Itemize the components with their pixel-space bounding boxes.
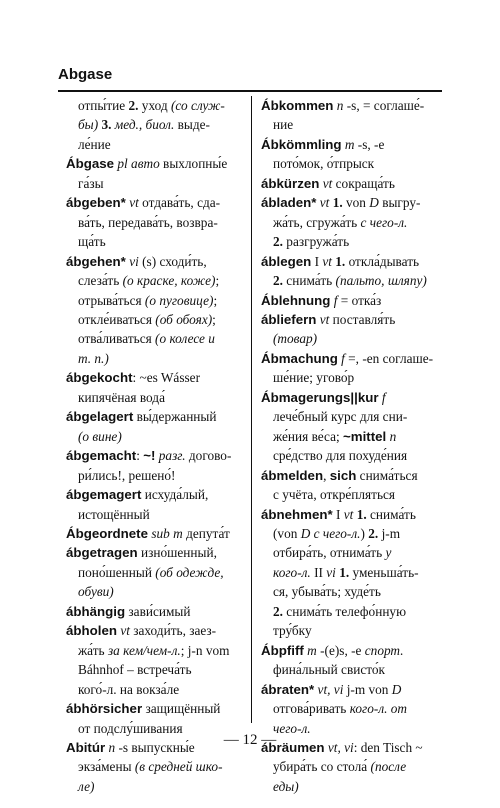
definition-text: (von [273, 525, 301, 541]
grammar-note: (об обоях) [155, 311, 213, 327]
entry-line [261, 505, 446, 524]
entry-line [261, 368, 446, 387]
grammar-note: (об одежде, [155, 564, 224, 580]
entry-line [261, 680, 446, 699]
definition-text: -(e)s, -e [316, 642, 365, 658]
entry-line [261, 291, 446, 310]
definition-text: отва́ливаться [78, 331, 156, 347]
entry-line [261, 446, 446, 465]
grammar-note: мед., биол. [114, 117, 175, 133]
definition-text: ща́ть [78, 234, 106, 250]
grammar-note: еды) [273, 778, 299, 794]
definition-text: откле́иваться [78, 311, 156, 327]
headword: ábgetragen [66, 545, 138, 561]
left-column [66, 96, 251, 796]
definition-text: -s, -e [354, 136, 385, 152]
grammar-note: (в средней шко- [134, 759, 223, 775]
definition-text: снима́ться [356, 467, 418, 483]
definition-text: разгружа́ть [282, 234, 350, 250]
entry-line [66, 777, 251, 796]
entry-line [261, 193, 446, 212]
entry-line [261, 582, 446, 601]
headword: ábgemacht [66, 448, 137, 464]
grammar-note: за кем/чем-л. [107, 642, 181, 658]
grammar-note: f [333, 292, 338, 308]
grammar-note: n [336, 98, 344, 113]
definition-text: выде- [174, 117, 210, 133]
grammar-note: обуви) [78, 584, 114, 600]
grammar-note: vt [322, 175, 333, 191]
headword: ábliefern [261, 311, 317, 327]
running-header: Abgase [58, 66, 113, 83]
definition-text: : den Tisch ~ [353, 739, 423, 755]
definition-text: откла́дывать [345, 253, 420, 269]
definition-text: тру́бку [273, 623, 312, 639]
headword: Ábmagerungs||kur [261, 389, 379, 405]
entry-line [66, 543, 251, 562]
entry-line [66, 310, 251, 329]
definition-text: ; [215, 273, 220, 289]
headword: ábkürzen [261, 175, 320, 191]
headword: ~! [143, 448, 156, 464]
entry-line [66, 174, 251, 193]
grammar-note: (о краске, коже) [122, 273, 216, 289]
grammar-note: D [369, 195, 379, 211]
entry-line [66, 271, 251, 290]
definition-text: I [332, 506, 344, 522]
definition-text: лече́бный курс для сни- [273, 409, 408, 425]
entry-line [66, 641, 251, 660]
grammar-note: vt, vi [327, 739, 354, 755]
entry-line [261, 621, 446, 640]
definition-text: снима́ть [282, 273, 336, 289]
definition-text: отпы́тие [78, 98, 129, 113]
header-rule [58, 90, 442, 92]
grammar-note: m [344, 136, 355, 152]
grammar-note: с чего-л. [360, 214, 408, 230]
entry-line [261, 543, 446, 562]
grammar-note: vt [319, 195, 330, 211]
definition-text: II [310, 564, 327, 580]
definition-text: снима́ть телефо́нную [282, 603, 407, 619]
grammar-note: разг. [158, 448, 186, 464]
headword: ábgelagert [66, 409, 134, 425]
definition-text: кипячёная вода́ [78, 389, 165, 405]
definition-text: уменьша́ть- [349, 564, 419, 580]
entry-line [66, 446, 251, 465]
entry-line [261, 485, 446, 504]
headword: Ábgase [66, 156, 115, 172]
definition-text: догово- [185, 448, 232, 464]
entry-line [261, 466, 446, 485]
definition-text: I [311, 253, 323, 269]
definition-text: уход [138, 98, 171, 113]
definition-text: ся, убыва́ть; худе́ть [273, 584, 381, 600]
definition-text: отдава́ть, сда- [138, 195, 221, 211]
definition-text: ; j-n vom [180, 642, 230, 658]
entry-line [261, 563, 446, 582]
headword: ábräumen [261, 739, 325, 755]
column-divider [251, 96, 252, 723]
entry-line [261, 602, 446, 621]
definition-text: сокраща́ть [332, 175, 395, 191]
headword: ábraten* [261, 681, 315, 697]
headword: Abitúr [66, 739, 106, 755]
entry-line [261, 524, 446, 543]
definition-text: : [136, 448, 144, 464]
grammar-note: vt, vi [317, 681, 344, 697]
entry-line [261, 388, 446, 407]
headword: ábmelden [261, 467, 324, 483]
entry-line [66, 485, 251, 504]
grammar-note: кого-л. [273, 564, 311, 580]
definition-text: га́зы [78, 175, 104, 191]
definition-text: защищённый [142, 701, 221, 717]
grammar-note: vi [129, 253, 139, 269]
headword: Ábmachung [261, 350, 338, 366]
definition-text: кого́-л. на вокза́ле [78, 681, 180, 697]
definition-text: депута́т [182, 525, 230, 541]
definition-text: ше́ние; угово́р [273, 370, 355, 386]
grammar-note: спорт. [364, 642, 404, 658]
definition-text: отрыва́ться [78, 292, 145, 308]
grammar-note: sub m [151, 525, 183, 541]
entry-line [66, 427, 251, 446]
definition-text: отбира́ть, отнима́ть [273, 545, 386, 561]
headword: Ábpfiff [261, 642, 304, 658]
headword: ábnehmen* [261, 506, 333, 522]
definition-text: слеза́ть [78, 273, 123, 289]
sense-number: 3. [101, 117, 112, 133]
entry-line [66, 213, 251, 232]
headword: Ábgeordnete [66, 525, 149, 541]
grammar-note: чего-л. [273, 720, 311, 736]
entry-line [66, 291, 251, 310]
headword: ábhörsicher [66, 701, 143, 717]
definition-text: жа́ть, сгружа́ть [273, 214, 361, 230]
grammar-note: (товар) [273, 331, 318, 347]
entry-line [261, 96, 446, 115]
entry-line [261, 757, 446, 776]
definition-text: выхлопны́е [159, 156, 228, 172]
grammar-note: D [391, 681, 402, 697]
grammar-note: т. п.) [78, 350, 109, 366]
sense-number: 2. [273, 273, 283, 289]
definition-text: ва́ть, передава́ть, возвра- [78, 214, 218, 230]
definition-text: вы́держанный [133, 409, 217, 425]
grammar-note: vt [120, 623, 130, 639]
sense-number: 1. [356, 506, 367, 522]
definition-text: фина́льный свисто́к [273, 662, 385, 678]
grammar-note: (после [370, 759, 407, 775]
definition-text: ; [213, 292, 218, 308]
entry-line [66, 135, 251, 154]
entry-line [66, 505, 251, 524]
page-number: — 12 — [223, 732, 277, 748]
grammar-note: m [307, 642, 317, 658]
definition-text: von [342, 195, 370, 211]
grammar-note: n [108, 739, 116, 755]
grammar-note: vt [129, 195, 139, 211]
sense-number: 1. [339, 564, 350, 580]
grammar-note: vi [326, 564, 336, 580]
definition-text: отгова́ривать [273, 701, 350, 717]
definition-text: выгру- [378, 195, 421, 211]
entry-line [261, 349, 446, 368]
definition-text: , [323, 467, 330, 483]
grammar-note: (со служ- [170, 98, 225, 113]
sense-number: 2. [128, 98, 139, 113]
definition-text: от подслу́шивания [78, 720, 183, 736]
entry-line [66, 329, 251, 348]
definition-text: исхуда́лый, [141, 487, 209, 503]
entry-line [66, 193, 251, 212]
definition-text: -s, = соглаше́- [343, 98, 425, 113]
definition-text: поно́шенный [78, 564, 156, 580]
definition-text: ; [212, 311, 216, 327]
grammar-note: (о пуговице) [144, 292, 214, 308]
headword: ábgehen* [66, 253, 126, 269]
entry-line [66, 407, 251, 426]
entry-line [261, 777, 446, 796]
definition-text: -s выпускны́е [115, 739, 195, 755]
grammar-note: (о колесе и [155, 331, 215, 347]
headword: Áblehnung [261, 292, 331, 308]
entry-line [66, 388, 251, 407]
entry-line [261, 329, 446, 348]
entry-line [66, 154, 251, 173]
entry-line [66, 680, 251, 699]
entry-line [66, 621, 251, 640]
entry-line [261, 660, 446, 679]
headword: ~mittel [343, 428, 387, 444]
definition-text: с учёта, откре́пляться [273, 487, 396, 503]
grammar-note: vt [322, 253, 332, 269]
entry-line [261, 407, 446, 426]
grammar-note: у [385, 545, 392, 561]
right-column [261, 96, 446, 796]
entry-line [261, 271, 446, 290]
definition-text: j-m [378, 525, 401, 541]
definition-text: жа́ть [78, 642, 108, 658]
entry-line [66, 368, 251, 387]
grammar-note: кого-л. от [349, 701, 408, 717]
grammar-note: бы) [78, 117, 99, 133]
definition-text: убира́ть со стола́ [273, 759, 371, 775]
definition-text: ри́лись!, решено́! [78, 467, 176, 483]
headword: ábgemagert [66, 487, 142, 503]
entry-line [66, 349, 251, 368]
grammar-note: vt [343, 506, 354, 522]
grammar-note: pl авто [117, 156, 160, 172]
entry-line [261, 310, 446, 329]
definition-text: (s) сходи́ть, [138, 253, 207, 269]
definition-text: : ~es Wásser [132, 370, 201, 386]
entry-line [66, 757, 251, 776]
entry-line [66, 252, 251, 271]
entry-line [66, 582, 251, 601]
definition-text: истощённый [78, 506, 150, 522]
headword: ábgekocht [66, 370, 133, 386]
headword: ábholen [66, 623, 117, 639]
entry-line [261, 427, 446, 446]
entry-line [261, 641, 446, 660]
definition-text: же́ния ве́са; [273, 428, 344, 444]
definition-text: =, -en соглаше- [344, 350, 434, 366]
entry-line [261, 699, 446, 718]
grammar-note: f [381, 389, 386, 405]
entry-line [66, 660, 251, 679]
entry-line [261, 252, 446, 271]
definition-text: сре́дство для похуде́ния [273, 448, 408, 464]
sense-number: 2. [368, 525, 379, 541]
definition-text: изно́шенный, [137, 545, 217, 561]
entry-line [261, 232, 446, 251]
entry-line [66, 96, 251, 115]
grammar-note: D с чего-л. [300, 525, 361, 541]
entry-line [66, 466, 251, 485]
definition-text: экза́мены [78, 759, 135, 775]
headword: Ábkömmling [261, 136, 342, 152]
definition-text: зави́симый [125, 603, 191, 619]
grammar-note: (пальто, шляпу) [335, 273, 427, 289]
entry-line [261, 154, 446, 173]
grammar-note: f [341, 350, 345, 366]
grammar-note: vt [319, 311, 330, 327]
entry-line [261, 115, 446, 134]
definition-text: ) [360, 525, 369, 541]
headword: áblegen [261, 253, 312, 269]
grammar-note: n [389, 428, 397, 444]
headword: ábgeben* [66, 195, 126, 211]
definition-text: Báhnhof – встреча́ть [78, 662, 192, 678]
definition-text: ле́ние [78, 136, 111, 152]
definition-text: ние [273, 117, 294, 133]
sense-number: 2. [273, 234, 283, 250]
sense-number: 1. [335, 253, 346, 269]
grammar-note: ле) [78, 778, 95, 794]
headword: sich [329, 467, 357, 483]
entry-line [261, 135, 446, 154]
headword: ábladen* [261, 195, 317, 211]
entry-line [66, 699, 251, 718]
definition-text: снима́ть [366, 506, 416, 522]
definition-text: заходи́ть, заез- [129, 623, 217, 639]
headword: ábhängig [66, 603, 126, 619]
definition-text: пото́мок, о́тпрыск [273, 156, 375, 172]
definition-text: поставля́ть [329, 311, 396, 327]
entry-line [261, 174, 446, 193]
sense-number: 2. [273, 603, 283, 619]
entry-line [66, 563, 251, 582]
sense-number: 1. [332, 195, 343, 211]
entry-line [66, 115, 251, 134]
definition-text: = отка́з [337, 292, 382, 308]
entry-line [66, 232, 251, 251]
definition-text: j-m von [343, 681, 392, 697]
grammar-note: (о вине) [78, 428, 122, 444]
entry-line [66, 524, 251, 543]
entry-line [66, 602, 251, 621]
headword: Ábkommen [261, 98, 334, 113]
entry-line [261, 213, 446, 232]
